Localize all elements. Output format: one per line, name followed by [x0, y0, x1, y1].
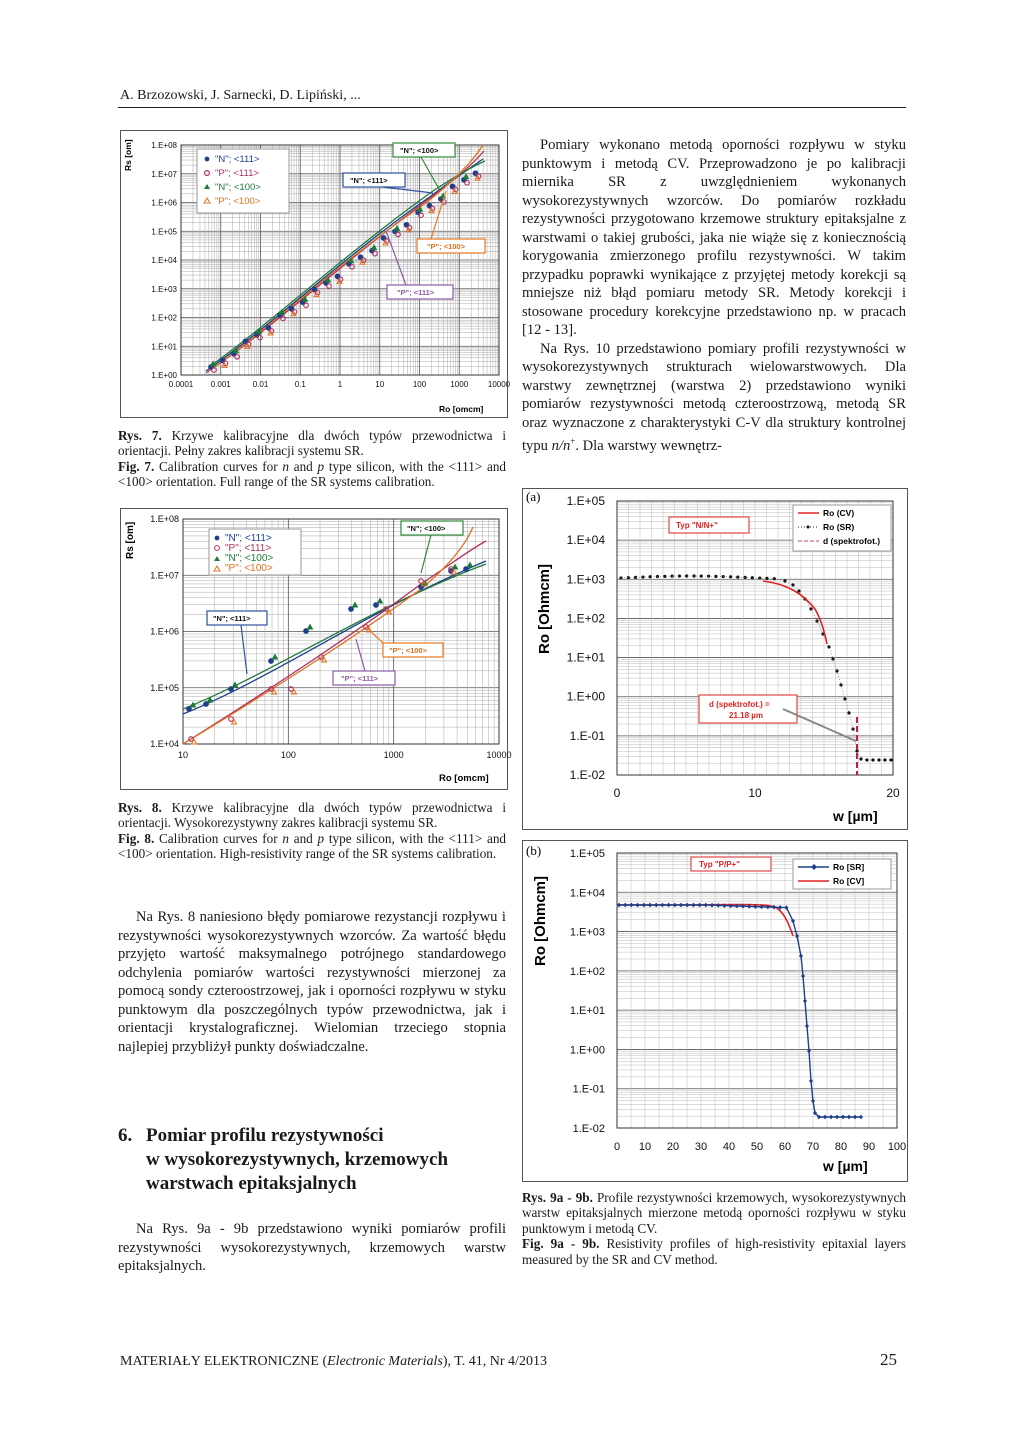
- fig7-caption: [118, 428, 506, 490]
- footer-journal-en: Electronic Materials: [327, 1354, 443, 1369]
- data-point: [843, 697, 846, 700]
- data-point: [273, 655, 278, 660]
- fig7-caption-en-3: type silicon, with the <111> and <100> orientation. Full range of the SR systems calibration.: [118, 458, 507, 490]
- fig9a-ytick: 1.E+02: [566, 611, 605, 626]
- sr-series-line: [621, 576, 891, 760]
- data-point: [192, 740, 197, 745]
- data-point: [419, 579, 424, 584]
- fig9b-xtick: 20: [666, 1141, 680, 1153]
- fig7-xtick: 1: [337, 380, 343, 389]
- data-point: [692, 574, 695, 577]
- data-point: [322, 658, 327, 663]
- fig9b-panel-label: (b): [526, 843, 542, 858]
- fig7-callout-n111: "N"; <111>: [350, 176, 388, 185]
- fig9b-ytick: 1.E+00: [569, 1044, 605, 1057]
- footer-journal: [120, 1354, 547, 1370]
- fig8-xtick: 100: [280, 750, 296, 760]
- figure-9b-plot: [523, 841, 907, 1181]
- figure-7-plot: [121, 131, 511, 417]
- data-point: [841, 1115, 845, 1120]
- data-point: [667, 903, 671, 908]
- fig8-legend-1: "P"; <111>: [225, 543, 272, 554]
- data-point: [468, 563, 473, 568]
- left-paragraph-1: [118, 908, 506, 1056]
- fig9b-type-label: Typ "P/P+": [699, 860, 741, 869]
- fig9a-ytick: 1.E-02: [569, 768, 605, 782]
- fig9a-legend: [793, 505, 891, 551]
- fig9b-xtick: 10: [638, 1141, 652, 1153]
- data-point: [827, 645, 830, 648]
- footer-journal-tail: ), T. 41, Nr 4/2013: [442, 1354, 547, 1369]
- fig9a-xtick: 20: [886, 786, 900, 800]
- data-point: [783, 579, 786, 582]
- data-point: [378, 599, 383, 604]
- fig7-xtick: 0.001: [210, 380, 231, 389]
- fig7-xtick: 0.1: [294, 380, 306, 389]
- fig7-xtick: 100: [412, 380, 427, 389]
- fig7-ytick: 1.E+06: [151, 198, 177, 208]
- heading-line-2: w wysokorezystywnych, krzemowych: [146, 1149, 449, 1170]
- fig8-callout-p100: "P"; <100>: [389, 646, 427, 655]
- fig9b-ytick: 1.E+02: [569, 965, 605, 978]
- section-heading: [118, 1124, 518, 1196]
- fig9a-legend-1: Ro (SR): [823, 522, 855, 532]
- fig7-legend-0: "N"; <111>: [215, 154, 260, 165]
- data-point: [191, 703, 196, 708]
- fig7-ytick: 1.E+04: [151, 256, 177, 265]
- data-point: [829, 1115, 833, 1120]
- fig8-caption-pl: Krzywe kalibracyjne dla dwóch typów przewodnictwa i orientacji. Wysokorezystywny zakres kalibracji systemu SR.: [118, 800, 507, 831]
- data-point: [772, 905, 776, 910]
- fig9a-ytick: 1.E+00: [566, 689, 605, 704]
- fig8-xtick: 10000: [486, 750, 512, 760]
- fig9b-legend-1: Ro [CV]: [833, 876, 865, 886]
- right-p2-b: . Dla warstwy wewnętrz-: [575, 437, 723, 454]
- fig8-ytick: 1.E+07: [150, 570, 179, 581]
- data-point: [353, 603, 358, 608]
- data-point: [823, 1115, 827, 1120]
- fig9b-xtick: 40: [722, 1141, 736, 1153]
- sr-series-line: [619, 905, 861, 1117]
- figure-8-plot: [121, 509, 512, 789]
- fig9a-ytick: 1.E+04: [566, 533, 605, 548]
- figure-9a: [522, 488, 908, 830]
- fig9-caption-pl: Profile rezystywności krzemowych, wysokorezystywnych warstw epitaksjalnych mierzone metodą oporności rozpływu w styku punktowym i metodą CV.: [522, 1190, 907, 1236]
- fig9b-xtick: 50: [750, 1141, 764, 1153]
- fig8-ylabel: Rs [om]: [125, 521, 136, 559]
- left-p1: Na Rys. 8 naniesiono błędy pomiarowe rezystancji rozpływu i rezystywności wysokorezystywnych wzorców. Za wartość błędu przyjęto wartość maksymalnego potrójnego standardowego odchylenia pomiarów wartości rezystywności mierzonej za pomocą sondy czteroostrzowej, jak i oporności rozpływu w styku punktowym dla poszczególnych typów przewodnictwa, jak i orientacji krystalograficznej. Wielomian trzeciego stopnia najlepiej przybliżył punkty doświadczalne.: [118, 909, 506, 1055]
- fig9a-ylabel: Ro [Ohmcm]: [536, 564, 553, 654]
- fig9b-xtick: 100: [887, 1141, 907, 1153]
- data-point: [710, 903, 714, 908]
- fig7-ytick: 1.E+00: [151, 371, 177, 380]
- data-point: [617, 903, 621, 908]
- fig7-xtick: 0.0001: [168, 380, 194, 389]
- data-point: [809, 607, 812, 610]
- fig9b-ytick: 1.E-02: [572, 1123, 605, 1135]
- data-point: [853, 1115, 857, 1120]
- fig8-legend-0: "N"; <111>: [225, 533, 272, 544]
- fig7-legend-3: "P"; <100>: [215, 196, 261, 207]
- fig9a-annot-2: 21.18 µm: [729, 711, 763, 720]
- fig8-caption: [118, 800, 506, 862]
- fig9b-ytick: 1.E+04: [569, 887, 605, 900]
- fig7-caption-en-label: Fig. 7.: [118, 458, 155, 474]
- fig8-legend-3: "P"; <100>: [225, 563, 273, 574]
- data-point: [801, 974, 805, 979]
- data-point: [629, 903, 633, 908]
- fig7-ytick: 1.E+03: [151, 284, 177, 294]
- fig8-caption-en-n: n: [282, 830, 289, 846]
- data-point: [648, 903, 652, 908]
- fig8-ytick: 1.E+08: [150, 514, 179, 524]
- fig7-caption-pl-label: Rys. 7.: [118, 428, 162, 443]
- fig8-xtick: 10: [177, 750, 189, 760]
- fig8-caption-en-1: Calibration curves for: [159, 830, 278, 846]
- data-point: [623, 903, 627, 908]
- data-point: [799, 954, 803, 959]
- fig7-ytick: 1.E+08: [151, 141, 177, 150]
- fig7-ytick: 1.E+01: [151, 342, 177, 352]
- figure-8: [120, 508, 512, 790]
- data-point: [835, 1115, 839, 1120]
- left-paragraph-2: [118, 1220, 506, 1276]
- fig8-caption-en-2: and: [293, 830, 313, 846]
- fig9-caption-pl-label: Rys. 9a - 9b.: [522, 1190, 593, 1205]
- fig8-callout-n100: "N"; <100>: [407, 524, 446, 533]
- fig7-callout-p100: "P"; <100>: [427, 242, 465, 251]
- right-paragraph: [522, 136, 906, 455]
- data-point: [212, 368, 217, 373]
- fig8-ytick: 1.E+06: [150, 626, 179, 637]
- data-point: [803, 999, 807, 1004]
- heading-line-3: warstwach epitaksjalnych: [146, 1173, 357, 1194]
- fig7-legend-1: "P"; <111>: [215, 168, 259, 179]
- fig7-callout-n100: "N"; <100>: [400, 146, 439, 155]
- fig9a-type-label: Typ "N/N+": [676, 521, 718, 530]
- right-p1: Pomiary wykonano metodą oporności rozpływu w styku punktowym i metodą CV. Przeprowadzono je po kalibracji miernika SR z uwzględnieniem wykonanych wysokorezystywnych wzorców. Do pomiarów rozkładu rezystywności przygotowano krzemowe struktury epitaksjalne z warstwami o takiej grubości, jaka nie wiąże się z koniecznością korygowania zmierzonego profilu rezystywności. W takim przypadku poprawki wynikające z przyjętej metody korekcji są mniejsze niż błąd pomiaru metody SR. Metody korekcji i stosowane procedury korekcyjne przedstawiono np. w pracach [12 - 13].: [522, 137, 906, 338]
- fig7-xlabel: Ro [omcm]: [439, 404, 484, 414]
- data-point: [847, 1115, 851, 1120]
- fig8-legend-2: "N"; <100>: [225, 553, 274, 564]
- fig7-legend-2: "N"; <100>: [215, 182, 261, 193]
- running-header: A. Brzozowski, J. Sarnecki, D. Lipiński, ...: [120, 88, 361, 103]
- fig7-xtick: 0.01: [252, 380, 269, 389]
- fig8-legend: [209, 529, 301, 575]
- fig9b-legend: [793, 859, 891, 889]
- fig7-caption-en-n: n: [282, 458, 289, 474]
- figure-9b: [522, 840, 908, 1182]
- fig9b-xtick: 70: [806, 1141, 820, 1153]
- fig7-callout-p111: "P"; <111>: [397, 288, 435, 297]
- fig9-caption-en: Resistivity profiles of high-resistivity epitaxial layers measured by the SR and CV method.: [522, 1236, 906, 1267]
- footer-journal-name: MATERIAŁY ELEKTRONICZNE (: [120, 1354, 328, 1369]
- fig7-ytick: 1.E+05: [151, 227, 177, 237]
- data-point: [453, 565, 458, 570]
- fig8-callout-n111: "N"; <111>: [213, 614, 251, 623]
- fig9-caption: [522, 1190, 906, 1267]
- fig9a-panel-label: (a): [526, 489, 541, 504]
- data-point: [636, 903, 640, 908]
- fig7-caption-en-p: p: [317, 458, 325, 474]
- data-point: [465, 181, 470, 186]
- fig7-caption-en-1: Calibration curves for: [159, 458, 278, 474]
- right-p2-sup: +: [570, 436, 576, 446]
- fig7-ylabel: Rs [om]: [123, 139, 133, 171]
- data-point: [859, 1115, 863, 1120]
- fig9a-legend-0: Ro (CV): [823, 508, 855, 518]
- fig8-xlabel: Ro [omcm]: [439, 773, 489, 784]
- fig7-xtick: 1000: [450, 380, 469, 389]
- fig8-caption-en-p: p: [317, 830, 325, 846]
- left-p2: Na Rys. 9a - 9b przedstawiono wyniki pomiarów profili rezystywności wysokorezystywnych, krzemowych warstw epitaksjalnych.: [118, 1221, 506, 1274]
- right-p2-a: Na Rys. 10 przedstawiono pomiary profili rezystywności w wysokorezystywnych strukturach wielowarstwowych. Dla warstwy zewnętrznej (warstwa 2) przedstawiono wyniki pomiarów rezystywności metodą czteroostrzową, metodą SR oraz wyznaczone z charakterystyki C-V dla struktury kontrolnej typu: [522, 340, 906, 454]
- header-rule: [118, 107, 906, 108]
- fig9b-xtick: 80: [834, 1141, 848, 1153]
- data-point: [679, 903, 683, 908]
- fig9b-ytick: 1.E+03: [569, 926, 605, 939]
- fig9b-xtick: 60: [778, 1141, 792, 1153]
- fig9b-ytick: 1.E+05: [569, 848, 605, 860]
- data-point: [327, 284, 332, 289]
- fig9a-annot-1: d (spektrofot.) =: [709, 700, 770, 709]
- fig8-xtick: 1000: [383, 750, 404, 760]
- fig9a-ytick: 1.E+03: [566, 572, 605, 587]
- fig7-ytick: 1.E+07: [151, 169, 177, 179]
- fig7-xtick: 10: [375, 380, 385, 389]
- fig9b-xtick: 90: [862, 1141, 876, 1153]
- fig7-xtick: 10000: [487, 380, 511, 389]
- data-point: [889, 758, 892, 761]
- data-point: [811, 1099, 815, 1104]
- fig9a-xtick: 0: [613, 786, 621, 800]
- fig9a-xtick: 10: [748, 786, 762, 800]
- fig9a-ytick: 1.E-01: [569, 728, 605, 743]
- data-point: [809, 1079, 813, 1084]
- data-point: [704, 903, 708, 908]
- data-point: [660, 903, 664, 908]
- fig9a-ytick: 1.E+01: [566, 650, 605, 665]
- fig9b-ytick: 1.E+01: [569, 1005, 605, 1018]
- data-point: [691, 903, 695, 908]
- fig8-caption-pl-label: Rys. 8.: [118, 800, 162, 815]
- fig9b-xlabel: w [µm]: [823, 1158, 868, 1174]
- data-point: [232, 720, 237, 725]
- figure-9a-plot: [523, 489, 907, 829]
- data-point: [235, 355, 240, 360]
- fig9b-legend-0: Ro [SR]: [833, 862, 865, 872]
- fig7-ytick: 1.E+02: [151, 313, 177, 323]
- data-point: [716, 903, 720, 908]
- fig9a-ytick: 1.E+05: [566, 494, 605, 508]
- data-point: [673, 903, 677, 908]
- fig9b-ytick: 1.E-01: [572, 1083, 605, 1096]
- fig7-caption-en-2: and: [293, 458, 313, 474]
- fig8-caption-en-label: Fig. 8.: [118, 830, 155, 846]
- fig7-legend: [197, 149, 289, 213]
- figure-7: [120, 130, 511, 418]
- data-point: [805, 1024, 809, 1029]
- fig7-caption-pl: Krzywe kalibracyjne dla dwóch typów przewodnictwa i orientacji. Pełny zakres kalibracji systemu SR.: [118, 428, 507, 459]
- fig9-caption-en-label: Fig. 9a - 9b.: [522, 1236, 600, 1252]
- fig9a-xlabel: w [µm]: [833, 808, 878, 824]
- data-point: [685, 903, 689, 908]
- data-point: [308, 625, 313, 630]
- heading-num: 6.: [118, 1125, 133, 1146]
- fig9a-legend-2: d (spektrofot.): [823, 536, 881, 546]
- fig9b-ylabel: Ro [Ohmcm]: [532, 876, 549, 966]
- heading-line-1: Pomiar profilu rezystywności: [146, 1125, 384, 1146]
- fig8-ytick: 1.E+05: [150, 682, 179, 693]
- fig8-caption-en-3: type silicon, with the <111> and <100> orientation. High-resistivity range of the SR systems calibration.: [118, 830, 507, 862]
- fig8-ytick: 1.E+04: [150, 739, 179, 749]
- data-point: [654, 903, 658, 908]
- fig8-callout-p111: "P"; <111>: [341, 674, 379, 683]
- fig9b-xtick: 30: [694, 1141, 708, 1153]
- right-p2-italic: n/n: [551, 437, 571, 454]
- page-number: 25: [880, 1350, 897, 1369]
- fig9b-xtick: 0: [613, 1141, 621, 1153]
